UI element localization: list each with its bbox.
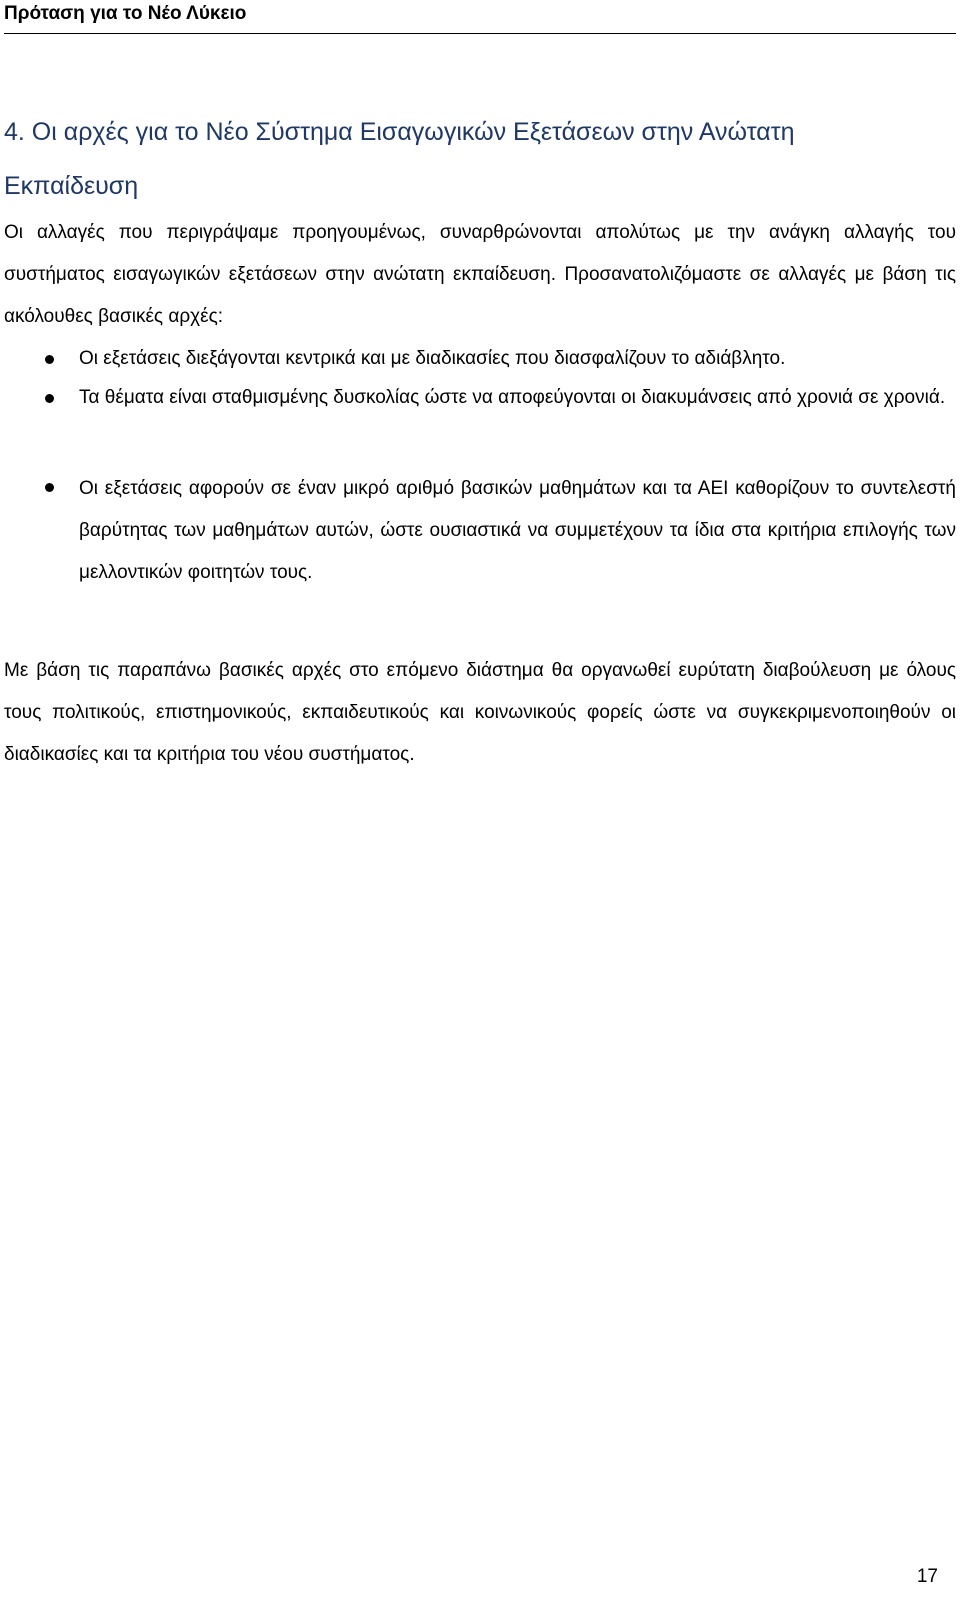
list-item-text: Οι εξετάσεις αφορούν σε έναν μικρό αριθμό βασικών μαθημάτων και τα ΑΕΙ καθορίζουν το συντελεστή βαρύτητας των μαθημάτων αυτών, ώστε ουσιαστικά να συμμετέχουν τα ίδια στα κριτήρια επιλογής των μελλοντικών φοιτητών τους. bbox=[79, 478, 956, 583]
bullet-dot-icon bbox=[45, 394, 54, 403]
running-header-title: Πρόταση για το Νέο Λύκειο bbox=[4, 3, 247, 24]
page-number: 17 bbox=[916, 1566, 938, 1587]
closing-paragraph: Με βάση τις παραπάνω βασικές αρχές στο επόμενο διάστημα θα οργανωθεί ευρύτατη διαβούλευση με όλους τους πολιτικούς, επιστημονικούς, εκπαιδευτικούς και κοινωνικούς φορείς ώστε να συγκεκριμενοποιηθούν οι διαδικασίες και τα κριτήρια του νέου συστήματος. bbox=[4, 660, 956, 765]
bullet-dot-icon bbox=[45, 355, 54, 364]
section-heading: 4. Οι αρχές για το Νέο Σύστημα Εισαγωγικών Εξετάσεων στην Ανώτατη Εκπαίδευση bbox=[4, 118, 795, 200]
bullet-dot-icon bbox=[45, 483, 54, 492]
list-item-text: Τα θέματα είναι σταθμισμένης δυσκολίας ώστε να αποφεύγονται οι διακυμάνσεις από χρονιά σε χρονιά. bbox=[79, 387, 946, 408]
intro-paragraph: Οι αλλαγές που περιγράψαμε προηγουμένως, συναρθρώνονται απολύτως με την ανάγκη αλλαγής του συστήματος εισαγωγικών εξετάσεων στην ανώτατη εκπαίδευση. Προσανατολιζόμαστε σε αλλαγές με βάση τις ακόλουθες βασικές αρχές: bbox=[4, 222, 956, 327]
running-header bbox=[4, 0, 956, 34]
list-item-text: Οι εξετάσεις διεξάγονται κεντρικά και με διαδικασίες που διασφαλίζουν το αδιάβλητο. bbox=[79, 348, 786, 369]
